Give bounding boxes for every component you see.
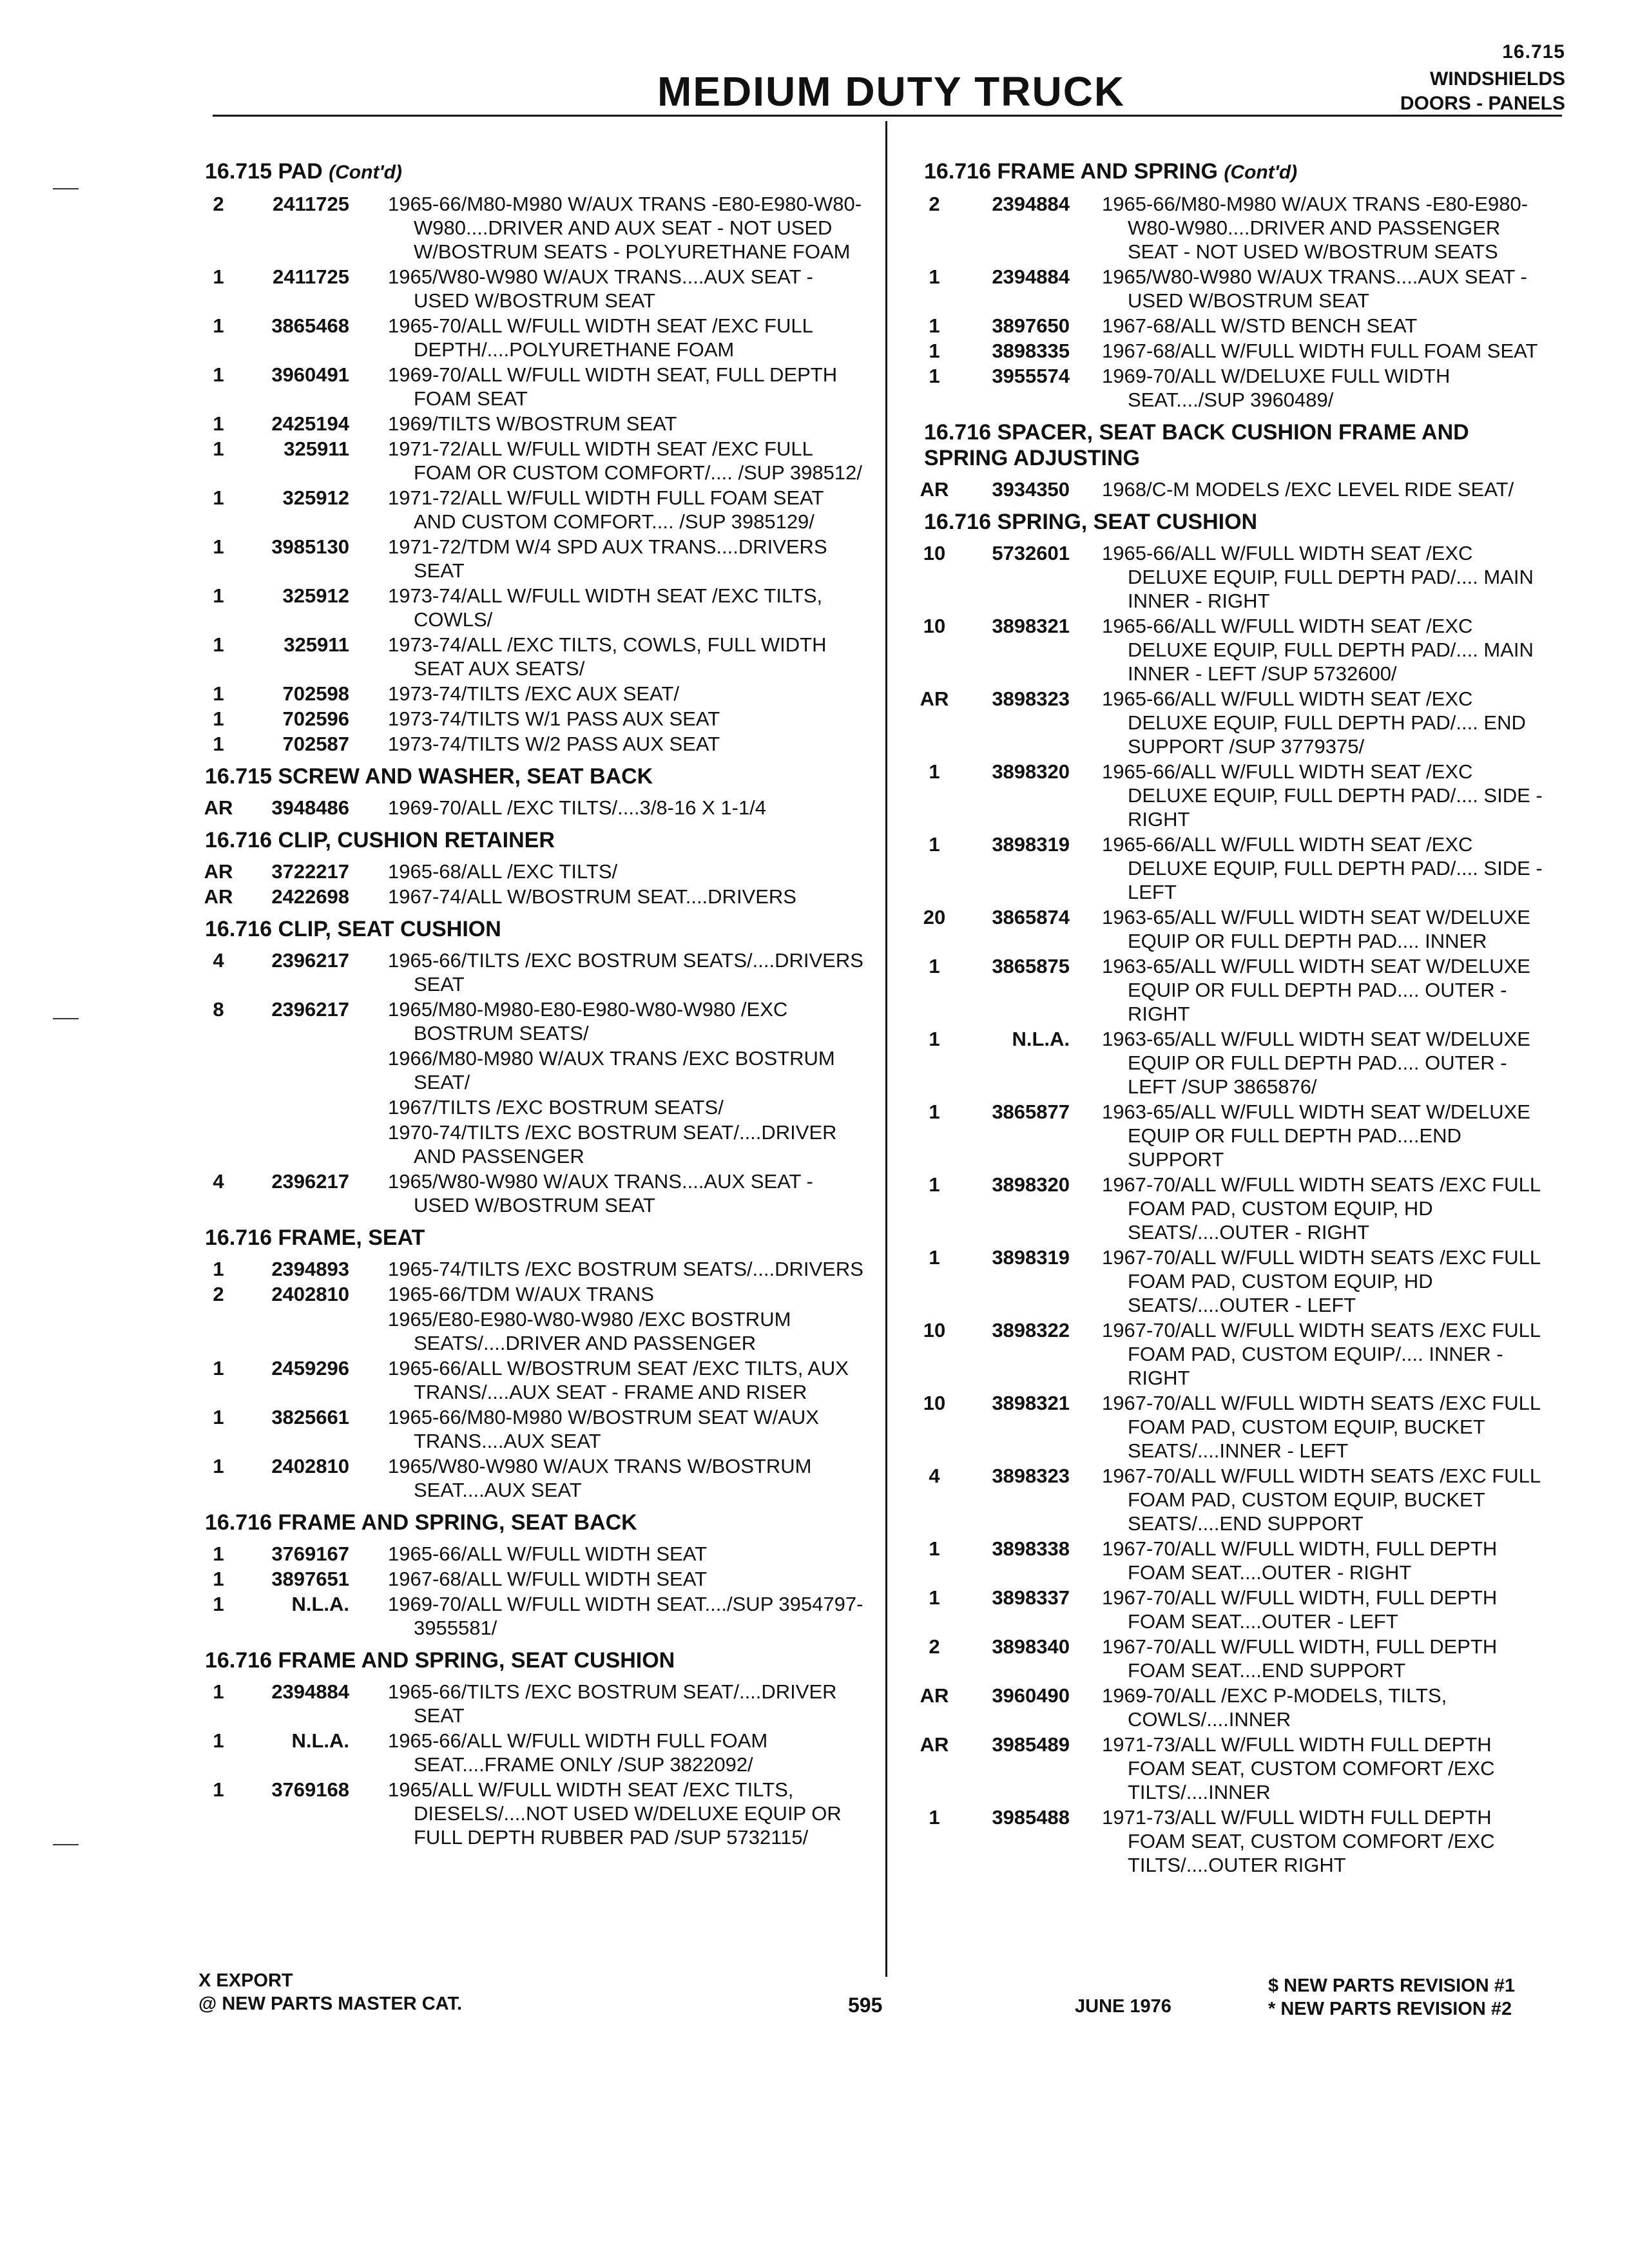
part-number: 3898319 — [992, 1246, 1070, 1269]
part-number: 2394884 — [992, 265, 1070, 288]
section-title — [205, 916, 865, 942]
part-quantity: 1 — [929, 365, 940, 387]
part-description: 1965/E80-E980-W80-W980 /EXC BOSTRUM SEATS/....DRIVER AND PASSENGER — [388, 1308, 791, 1354]
part-description: 1973-74/TILTS /EXC AUX SEAT/ — [388, 682, 679, 705]
part-entry — [195, 1307, 865, 1355]
part-description: 1967-70/ALL W/FULL WIDTH, FULL DEPTH FOAM SEAT....OUTER - LEFT — [1102, 1586, 1498, 1633]
part-description: 1965/W80-W980 W/AUX TRANS....AUX SEAT - USED W/BOSTRUM SEAT — [1102, 265, 1527, 312]
part-description: 1963-65/ALL W/FULL WIDTH SEAT W/DELUXE EQUIP OR FULL DEPTH PAD.... OUTER - LEFT /SUP 3865876/ — [1102, 1028, 1530, 1098]
part-number: 3934350 — [992, 478, 1070, 501]
part-entry — [909, 1586, 1553, 1633]
part-description: 1973-74/ALL /EXC TILTS, COWLS, FULL WIDTH SEAT AUX SEATS/ — [388, 633, 827, 680]
section-continued-note: (Cont'd) — [329, 162, 402, 183]
part-description: 1965/W80-W980 W/AUX TRANS....AUX SEAT - USED W/BOSTRUM SEAT — [388, 1170, 813, 1216]
part-number: 3898323 — [992, 687, 1070, 710]
part-description: 1967-70/ALL W/FULL WIDTH, FULL DEPTH FOAM SEAT....END SUPPORT — [1102, 1635, 1498, 1682]
part-description: 1967-70/ALL W/FULL WIDTH SEATS /EXC FULL FOAM PAD, CUSTOM EQUIP, HD SEATS/....OUTER - RIGHT — [1102, 1173, 1540, 1244]
part-description: 1965-66/ALL W/BOSTRUM SEAT /EXC TILTS, AUX TRANS/....AUX SEAT - FRAME AND RISER — [388, 1357, 849, 1403]
part-entry — [909, 192, 1553, 264]
part-number: 3897651 — [271, 1568, 349, 1590]
part-description: 1965-66/ALL W/FULL WIDTH SEAT — [388, 1542, 708, 1565]
part-quantity: 1 — [213, 1406, 224, 1428]
section-continued-note: (Cont'd) — [1224, 162, 1298, 183]
part-quantity: 1 — [929, 265, 940, 288]
part-entry — [195, 860, 865, 883]
section-title — [924, 419, 1553, 471]
part-entry — [195, 584, 865, 631]
part-number: 702596 — [282, 707, 349, 730]
part-quantity: AR — [920, 687, 949, 710]
part-quantity: 1 — [929, 314, 940, 337]
part-description: 1970-74/TILTS /EXC BOSTRUM SEAT/....DRIVER AND PASSENGER — [388, 1121, 837, 1168]
part-description: 1967/TILTS /EXC BOSTRUM SEATS/ — [388, 1096, 724, 1119]
part-number: 3955574 — [992, 365, 1070, 387]
part-entry — [195, 1095, 865, 1119]
part-quantity: 2 — [213, 193, 224, 215]
part-quantity: 1 — [213, 412, 224, 435]
section-title-text: 16.716 FRAME, SEAT — [205, 1225, 425, 1250]
parts-section — [909, 159, 1553, 412]
part-quantity: 1 — [213, 1542, 224, 1565]
part-number: 3960491 — [271, 363, 349, 386]
parts-section — [195, 916, 865, 1217]
part-number: 2425194 — [271, 412, 349, 435]
part-quantity: 1 — [213, 265, 224, 288]
part-entry — [195, 1405, 865, 1453]
part-quantity: 1 — [213, 535, 224, 558]
part-quantity: 1 — [929, 833, 940, 856]
part-number: 3769168 — [271, 1778, 349, 1801]
part-description: 1971-72/TDM W/4 SPD AUX TRANS....DRIVERS SEAT — [388, 535, 827, 582]
part-entry — [195, 885, 865, 908]
part-entry — [195, 1592, 865, 1640]
part-quantity: 1 — [213, 733, 224, 755]
section-title — [924, 509, 1553, 535]
part-quantity: 1 — [929, 760, 940, 783]
part-quantity: 1 — [213, 437, 224, 460]
part-description: 1965-66/ALL W/FULL WIDTH SEAT /EXC DELUXE EQUIP, FULL DEPTH PAD/.... SIDE - LEFT — [1102, 833, 1543, 903]
part-entry — [195, 1454, 865, 1502]
footer-export: X EXPORT — [198, 1970, 293, 1991]
part-entry — [195, 1356, 865, 1404]
part-description: 1969-70/ALL /EXC P-MODELS, TILTS, COWLS/....INNER — [1102, 1684, 1447, 1731]
part-quantity: 2 — [213, 1283, 224, 1305]
part-number: 325911 — [284, 633, 349, 656]
margin-mark — [53, 1844, 79, 1845]
part-quantity: 1 — [213, 707, 224, 730]
part-quantity: 1 — [929, 1100, 940, 1123]
part-description: 1965-68/ALL /EXC TILTS/ — [388, 860, 618, 883]
part-entry — [909, 477, 1553, 501]
part-entry — [195, 1680, 865, 1727]
part-quantity: 4 — [213, 1170, 224, 1193]
part-number: 3898319 — [992, 833, 1070, 856]
part-number: 3948486 — [271, 796, 349, 819]
subtitle-line-1: WINDSHIELDS — [1430, 68, 1565, 90]
part-entry — [195, 1567, 865, 1591]
section-title-text: 16.715 SCREW AND WASHER, SEAT BACK — [205, 764, 653, 789]
part-entry — [909, 541, 1553, 613]
part-number: 2459296 — [271, 1357, 349, 1379]
part-entry — [909, 265, 1553, 312]
part-entry — [909, 905, 1553, 953]
part-description: 1966/M80-M980 W/AUX TRANS /EXC BOSTRUM SEAT/ — [388, 1047, 835, 1093]
part-description: 1967-68/ALL W/FULL WIDTH FULL FOAM SEAT — [1102, 340, 1538, 362]
part-number: 2394893 — [271, 1258, 349, 1280]
part-number: 3865874 — [992, 906, 1070, 928]
part-number: 2394884 — [992, 193, 1070, 215]
part-entry — [909, 1805, 1553, 1877]
part-quantity: 4 — [929, 1465, 940, 1487]
part-quantity: AR — [920, 1733, 949, 1756]
part-number: 3898335 — [992, 340, 1070, 362]
part-entry — [195, 192, 865, 264]
section-title-text: 16.716 FRAME AND SPRING, SEAT CUSHION — [205, 1648, 675, 1673]
part-description: 1965-66/ALL W/FULL WIDTH SEAT /EXC DELUXE EQUIP, FULL DEPTH PAD/.... SIDE - RIGHT — [1102, 760, 1543, 831]
part-entry — [909, 364, 1553, 412]
part-description: 1971-73/ALL W/FULL WIDTH FULL DEPTH FOAM SEAT, CUSTOM COMFORT /EXC TILTS/....INNER — [1102, 1733, 1495, 1803]
column-divider — [885, 121, 887, 1977]
parts-section — [195, 1225, 865, 1502]
part-entry — [909, 339, 1553, 363]
part-entry — [909, 1464, 1553, 1535]
part-description: 1969-70/ALL /EXC TILTS/....3/8-16 X 1-1/4 — [388, 796, 767, 819]
part-entry — [195, 1120, 865, 1168]
part-entry — [909, 1318, 1553, 1390]
part-quantity: AR — [204, 796, 233, 819]
part-description: 1969-70/ALL W/DELUXE FULL WIDTH SEAT..../SUP 3960489/ — [1102, 365, 1451, 411]
margin-mark — [53, 1018, 79, 1019]
part-quantity: AR — [204, 885, 233, 908]
part-description: 1967-68/ALL W/FULL WIDTH SEAT — [388, 1568, 708, 1590]
part-quantity: AR — [920, 1684, 949, 1707]
part-quantity: 1 — [929, 955, 940, 977]
page-title: MEDIUM DUTY TRUCK — [657, 68, 1126, 115]
part-description: 1965-66/TILTS /EXC BOSTRUM SEATS/....DRIVERS SEAT — [388, 949, 863, 995]
header-rule — [213, 115, 1562, 117]
part-quantity: 1 — [213, 363, 224, 386]
part-description: 1965-66/M80-M980 W/BOSTRUM SEAT W/AUX TRANS....AUX SEAT — [388, 1406, 819, 1452]
part-number: 3722217 — [271, 860, 349, 883]
part-description: 1965-66/M80-M980 W/AUX TRANS -E80-E980-W80-W980....DRIVER AND AUX SEAT - NOT USED W/BOSTRUM SEATS - POLYURETHANE FOAM — [388, 193, 862, 263]
part-entry — [909, 1391, 1553, 1463]
parts-section — [195, 764, 865, 820]
part-description: 1965/ALL W/FULL WIDTH SEAT /EXC TILTS, DIESELS/....NOT USED W/DELUXE EQUIP OR FULL DEPTH RUBBER PAD /SUP 5732115/ — [388, 1778, 842, 1849]
part-quantity: 1 — [213, 1778, 224, 1801]
part-number: 3865875 — [992, 955, 1070, 977]
part-description: 1973-74/TILTS W/2 PASS AUX SEAT — [388, 733, 720, 755]
part-entry — [909, 1635, 1553, 1682]
part-description: 1967-70/ALL W/FULL WIDTH SEATS /EXC FULL FOAM PAD, CUSTOM EQUIP, BUCKET SEATS/....INNER - LEFT — [1102, 1392, 1540, 1462]
part-quantity: 1 — [929, 1028, 940, 1050]
part-number: 3985488 — [992, 1806, 1070, 1829]
parts-section — [195, 159, 865, 756]
section-title — [205, 764, 865, 789]
part-number: 702598 — [282, 682, 349, 705]
part-entry — [195, 437, 865, 485]
part-number: 3865468 — [271, 314, 349, 337]
part-quantity: 1 — [213, 633, 224, 656]
part-number: 3898338 — [992, 1537, 1070, 1560]
part-description: 1968/C-M MODELS /EXC LEVEL RIDE SEAT/ — [1102, 478, 1514, 501]
part-number: 5732601 — [992, 542, 1070, 564]
subtitle-line-2: DOORS - PANELS — [1400, 93, 1565, 114]
part-quantity: 1 — [213, 1455, 224, 1477]
part-number: 3898320 — [992, 1173, 1070, 1196]
part-description: 1965-66/ALL W/FULL WIDTH SEAT /EXC DELUXE EQUIP, FULL DEPTH PAD/.... MAIN INNER - LEFT /SUP 5732600/ — [1102, 615, 1534, 685]
section-title — [205, 1510, 865, 1535]
part-number: 325912 — [282, 584, 349, 607]
part-number: 2402810 — [271, 1283, 349, 1305]
part-entry — [195, 633, 865, 680]
part-description: 1965-66/ALL W/FULL WIDTH FULL FOAM SEAT....FRAME ONLY /SUP 3822092/ — [388, 1729, 768, 1776]
page-subtitle — [1400, 67, 1565, 116]
section-title — [205, 1225, 865, 1251]
part-number: 3898322 — [992, 1319, 1070, 1341]
part-number: 2396217 — [271, 1170, 349, 1193]
section-title — [924, 159, 1553, 186]
part-description: 1971-72/ALL W/FULL WIDTH SEAT /EXC FULL FOAM OR CUSTOM COMFORT/.... /SUP 398512/ — [388, 437, 862, 484]
part-entry — [195, 796, 865, 820]
section-title-text: 16.716 SPRING, SEAT CUSHION — [924, 510, 1258, 534]
part-quantity: 1 — [213, 1680, 224, 1703]
part-entry — [909, 954, 1553, 1026]
part-description: 1965-66/M80-M980 W/AUX TRANS -E80-E980-W80-W980....DRIVER AND PASSENGER SEAT - NOT USED W/BOSTRUM SEATS — [1102, 193, 1528, 263]
part-entry — [195, 1729, 865, 1776]
part-number: 2422698 — [271, 885, 349, 908]
part-entry — [195, 1282, 865, 1306]
part-description: 1971-72/ALL W/FULL WIDTH FULL FOAM SEAT AND CUSTOM COMFORT.... /SUP 3985129/ — [388, 486, 824, 533]
part-quantity: 10 — [923, 1392, 946, 1414]
part-description: 1965-66/ALL W/FULL WIDTH SEAT /EXC DELUXE EQUIP, FULL DEPTH PAD/.... END SUPPORT /SUP 3779375/ — [1102, 687, 1526, 758]
part-description: 1965/W80-W980 W/AUX TRANS....AUX SEAT - USED W/BOSTRUM SEAT — [388, 265, 813, 312]
part-entry — [195, 1257, 865, 1281]
part-number: 702587 — [282, 733, 349, 755]
part-number: 3960490 — [992, 1684, 1070, 1707]
section-title-text: 16.716 CLIP, SEAT CUSHION — [205, 917, 501, 941]
part-entry — [195, 363, 865, 410]
parts-section — [195, 1510, 865, 1640]
footer-revision-1: $ NEW PARTS REVISION #1 — [1268, 1975, 1515, 1996]
section-title-text: 16.716 SPACER, SEAT BACK CUSHION FRAME AND SPRING ADJUSTING — [924, 420, 1469, 470]
footer-master-cat: @ NEW PARTS MASTER CAT. — [198, 1994, 463, 2014]
part-description: 1965-70/ALL W/FULL WIDTH SEAT /EXC FULL DEPTH/....POLYURETHANE FOAM — [388, 314, 813, 361]
part-entry — [909, 1027, 1553, 1099]
part-quantity: 1 — [929, 1806, 940, 1829]
part-quantity: 1 — [213, 1729, 224, 1752]
part-quantity: 10 — [923, 615, 946, 637]
part-description: 1965-66/TDM W/AUX TRANS — [388, 1283, 654, 1305]
part-entry — [909, 687, 1553, 758]
part-number: 3865877 — [992, 1100, 1070, 1123]
part-number: 2402810 — [271, 1455, 349, 1477]
part-quantity: 1 — [929, 1586, 940, 1609]
part-number: 3897650 — [992, 314, 1070, 337]
section-title — [205, 827, 865, 853]
parts-section — [195, 827, 865, 908]
part-number: 3898323 — [992, 1465, 1070, 1487]
part-number: N.L.A. — [1012, 1028, 1070, 1050]
part-number: 3825661 — [271, 1406, 349, 1428]
part-description: 1967-70/ALL W/FULL WIDTH SEATS /EXC FULL FOAM PAD, CUSTOM EQUIP, HD SEATS/....OUTER - LEFT — [1102, 1246, 1540, 1316]
section-title-text: 16.716 CLIP, CUSHION RETAINER — [205, 828, 555, 852]
part-quantity: 1 — [929, 340, 940, 362]
part-entry — [195, 682, 865, 706]
part-number: 325911 — [284, 437, 349, 460]
part-quantity: 20 — [923, 906, 946, 928]
part-entry — [909, 1537, 1553, 1584]
part-description: 1969/TILTS W/BOSTRUM SEAT — [388, 412, 677, 435]
part-description: 1967-70/ALL W/FULL WIDTH SEATS /EXC FULL FOAM PAD, CUSTOM EQUIP, BUCKET SEATS/....END SUPPORT — [1102, 1465, 1540, 1535]
part-quantity: 1 — [213, 682, 224, 705]
part-quantity: 2 — [929, 193, 940, 215]
part-number: 2394884 — [271, 1680, 349, 1703]
part-entry — [909, 760, 1553, 831]
part-entry — [195, 486, 865, 533]
part-description: 1967-70/ALL W/FULL WIDTH SEATS /EXC FULL FOAM PAD, CUSTOM EQUIP/.... INNER - RIGHT — [1102, 1319, 1540, 1389]
part-description: 1965-66/TILTS /EXC BOSTRUM SEAT/....DRIVER SEAT — [388, 1680, 837, 1727]
part-entry — [909, 1684, 1553, 1731]
part-entry — [195, 732, 865, 756]
part-description: 1969-70/ALL W/FULL WIDTH SEAT..../SUP 3954797-3955581/ — [388, 1593, 863, 1639]
part-number: 2396217 — [271, 949, 349, 972]
part-entry — [909, 1173, 1553, 1244]
part-quantity: 1 — [213, 1357, 224, 1379]
section-title-text: 16.715 PAD — [205, 159, 323, 184]
part-number: N.L.A. — [291, 1729, 349, 1752]
part-entry — [195, 1046, 865, 1094]
part-description: 1967-70/ALL W/FULL WIDTH, FULL DEPTH FOAM SEAT....OUTER - RIGHT — [1102, 1537, 1498, 1584]
part-number: 3985489 — [992, 1733, 1070, 1756]
part-entry — [195, 1778, 865, 1849]
part-quantity: AR — [204, 860, 233, 883]
part-entry — [909, 614, 1553, 686]
part-quantity: AR — [920, 478, 949, 501]
part-quantity: 10 — [923, 1319, 946, 1341]
part-description: 1963-65/ALL W/FULL WIDTH SEAT W/DELUXE EQUIP OR FULL DEPTH PAD.... OUTER - RIGHT — [1102, 955, 1530, 1025]
parts-section — [909, 419, 1553, 501]
part-entry — [195, 707, 865, 731]
part-quantity: 4 — [213, 949, 224, 972]
part-entry — [195, 1169, 865, 1217]
part-entry — [195, 412, 865, 436]
part-number: 3898337 — [992, 1586, 1070, 1609]
part-description: 1973-74/TILTS W/1 PASS AUX SEAT — [388, 707, 720, 730]
part-entry — [195, 997, 865, 1045]
part-number: 325912 — [282, 486, 349, 509]
section-title-text: 16.716 FRAME AND SPRING, SEAT BACK — [205, 1510, 637, 1535]
part-description: 1965/W80-W980 W/AUX TRANS W/BOSTRUM SEAT....AUX SEAT — [388, 1455, 812, 1501]
part-description: 1963-65/ALL W/FULL WIDTH SEAT W/DELUXE EQUIP OR FULL DEPTH PAD....END SUPPORT — [1102, 1100, 1530, 1171]
parts-section — [909, 509, 1553, 1877]
part-description: 1965-74/TILTS /EXC BOSTRUM SEATS/....DRIVERS — [388, 1258, 863, 1280]
part-entry — [909, 314, 1553, 338]
part-entry — [195, 535, 865, 582]
part-entry — [909, 1733, 1553, 1804]
section-title — [205, 159, 865, 186]
part-number: 3898321 — [992, 1392, 1070, 1414]
right-column — [909, 151, 1553, 1879]
section-title-text: 16.716 FRAME AND SPRING — [924, 159, 1218, 184]
footer-revision-2: * NEW PARTS REVISION #2 — [1268, 1999, 1512, 2019]
part-entry — [195, 1542, 865, 1566]
part-quantity: 1 — [929, 1246, 940, 1269]
margin-mark — [53, 188, 79, 189]
part-description: 1967-74/ALL W/BOSTRUM SEAT....DRIVERS — [388, 885, 796, 908]
part-description: 1965/M80-M980-E80-E980-W80-W980 /EXC BOSTRUM SEATS/ — [388, 998, 788, 1044]
part-quantity: 1 — [213, 1258, 224, 1280]
section-title — [205, 1648, 865, 1673]
part-entry — [909, 1245, 1553, 1317]
part-entry — [195, 948, 865, 996]
part-number: 3898340 — [992, 1635, 1070, 1658]
part-number: 3898321 — [992, 615, 1070, 637]
part-entry — [909, 832, 1553, 904]
part-number: 2396217 — [271, 998, 349, 1021]
part-number: 3985130 — [271, 535, 349, 558]
part-number: N.L.A. — [291, 1593, 349, 1615]
part-description: 1965-66/ALL W/FULL WIDTH SEAT /EXC DELUXE EQUIP, FULL DEPTH PAD/.... MAIN INNER - RIGHT — [1102, 542, 1534, 612]
left-column — [195, 151, 865, 1852]
page-number: 595 — [848, 1994, 883, 2017]
part-quantity: 10 — [923, 542, 946, 564]
part-quantity: 1 — [213, 1568, 224, 1590]
part-description: 1967-68/ALL W/STD BENCH SEAT — [1102, 314, 1418, 337]
part-quantity: 1 — [213, 314, 224, 337]
part-description: 1969-70/ALL W/FULL WIDTH SEAT, FULL DEPTH FOAM SEAT — [388, 363, 838, 410]
part-quantity: 1 — [929, 1173, 940, 1196]
part-number: 2411725 — [273, 193, 349, 215]
part-quantity: 1 — [929, 1537, 940, 1560]
part-quantity: 8 — [213, 998, 224, 1021]
part-entry — [909, 1100, 1553, 1171]
part-quantity: 2 — [929, 1635, 940, 1658]
part-quantity: 1 — [213, 584, 224, 607]
page-code: 16.715 — [1502, 41, 1565, 62]
part-number: 3898320 — [992, 760, 1070, 783]
part-description: 1963-65/ALL W/FULL WIDTH SEAT W/DELUXE EQUIP OR FULL DEPTH PAD.... INNER — [1102, 906, 1530, 952]
footer-date: JUNE 1976 — [1075, 1996, 1171, 2017]
part-number: 3769167 — [271, 1542, 349, 1565]
part-quantity: 1 — [213, 1593, 224, 1615]
part-entry — [195, 265, 865, 312]
part-description: 1973-74/ALL W/FULL WIDTH SEAT /EXC TILTS, COWLS/ — [388, 584, 823, 631]
part-number: 2411725 — [273, 265, 349, 288]
part-entry — [195, 314, 865, 361]
part-description: 1971-73/ALL W/FULL WIDTH FULL DEPTH FOAM SEAT, CUSTOM COMFORT /EXC TILTS/....OUTER RIGHT — [1102, 1806, 1495, 1876]
part-quantity: 1 — [213, 486, 224, 509]
parts-section — [195, 1648, 865, 1849]
